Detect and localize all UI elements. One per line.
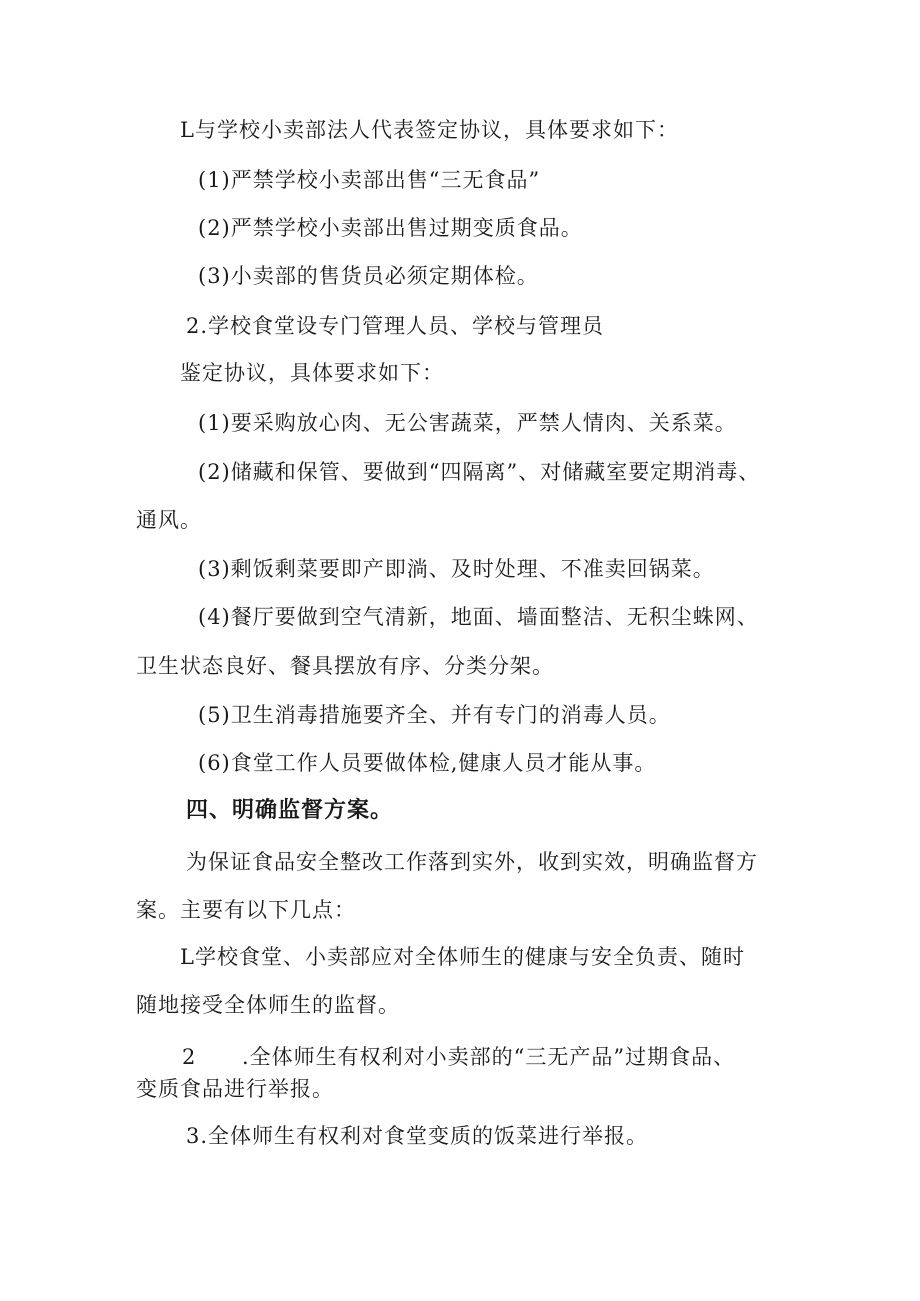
paragraph-line: (2)储藏和保管、要做到“四隔离”、对储藏室要定期消毒、 [198, 460, 761, 484]
paragraph-line: (3)剩饭剩菜要即产即淌、及时处理、不准卖回锅菜。 [198, 557, 715, 581]
paragraph-line: (3)小卖部的售货员必须定期体检。 [198, 264, 539, 288]
paragraph-line: 为保证食品安全整改工作落到实外，收到实效，明确监督方 [186, 850, 758, 874]
paragraph-line: 鉴定协议，具体要求如下： [180, 361, 444, 385]
paragraph-line: 卫生状态良好、餐具摆放有序、分类分架。 [136, 654, 554, 678]
paragraph-line: 通风。 [136, 508, 202, 532]
paragraph-line: L与学校小卖部法人代表签定协议，具体要求如下： [180, 118, 679, 142]
paragraph-line: L学校食堂、小卖部应对全体师生的健康与安全负责、随时 [180, 945, 745, 969]
paragraph-line: (2)严禁学校小卖部出售过期变质食品。 [198, 216, 583, 240]
paragraph-line: 变质食品进行举报。 [136, 1077, 334, 1101]
paragraph-line: 2.学校食堂设专门管理人员、学校与管理员 [186, 314, 605, 338]
paragraph-line: (1)要采购放心肉、无公害蔬菜，严禁人情肉、关系菜。 [198, 411, 737, 435]
section-heading: 四、明确监督方案。 [186, 798, 394, 823]
list-text: .全体师生有权利对小卖部的“三无产品”过期食品、 [242, 1045, 736, 1069]
paragraph-line: 随地接受全体师生的监督。 [136, 993, 400, 1017]
paragraph-line: (1)严禁学校小卖部出售“三无食品” [198, 168, 541, 192]
paragraph-line: 案。主要有以下几点： [136, 898, 356, 922]
paragraph-line: 3.全体师生有权利对食堂变质的饭菜进行举报。 [186, 1124, 649, 1148]
list-number: 2 [182, 1045, 197, 1069]
paragraph-line: (6)食堂工作人员要做体检,健康人员才能从事。 [198, 751, 657, 775]
paragraph-line: (5)卫生消毒措施要齐全、并有专门的消毒人员。 [198, 703, 671, 727]
paragraph-line [182, 1042, 735, 1072]
paragraph-line: (4)餐厅要做到空气清新，地面、墙面整洁、无积尘蛛网、 [198, 605, 759, 629]
